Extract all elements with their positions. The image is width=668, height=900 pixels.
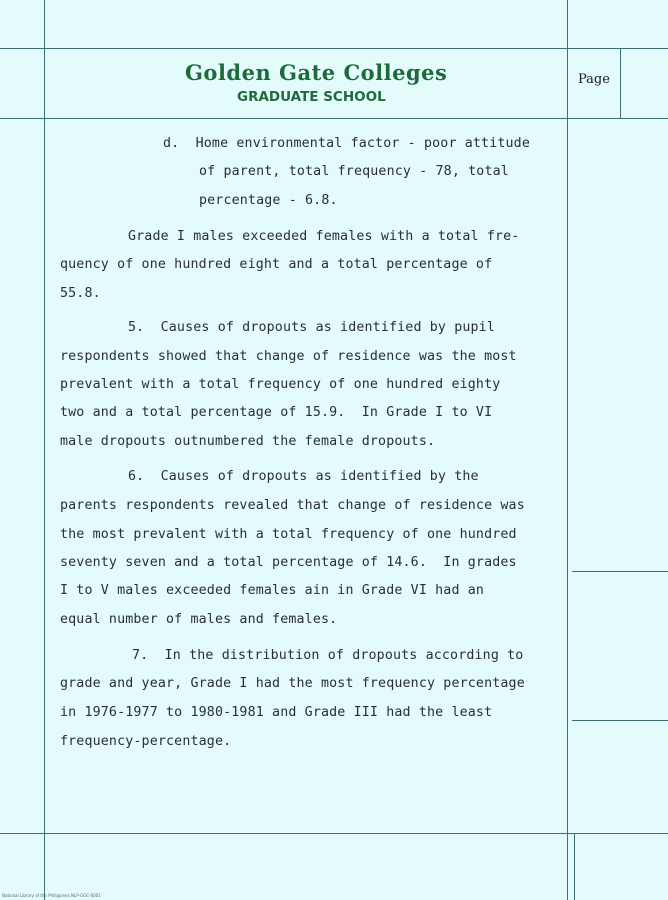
right-margin-rule <box>567 0 568 900</box>
text-line: grade and year, Grade I had the most frequency percentage <box>60 676 525 691</box>
text-line: the most prevalent with a total frequency of one hundred <box>60 527 517 542</box>
text-line: percentage - 6.8. <box>199 193 338 208</box>
text-line: Grade I males exceeded females with a total fre- <box>128 229 520 244</box>
left-margin-rule <box>44 0 45 900</box>
page-box-right-rule <box>620 48 621 118</box>
text-line: frequency-percentage. <box>60 734 232 749</box>
text-line: respondents showed that change of residence was the most <box>60 349 517 364</box>
text-line: quency of one hundred eight and a total percentage of <box>60 257 493 272</box>
text-line: male dropouts outnumbered the female dropouts. <box>60 434 436 449</box>
college-name: Golden Gate Colleges <box>185 60 448 85</box>
text-line: I to V males exceeded females ain in Grade VI had an <box>60 583 485 598</box>
page-label: Page <box>578 72 610 87</box>
text-line: 6. Causes of dropouts as identified by the <box>128 469 479 484</box>
school-name: GRADUATE SCHOOL <box>237 89 386 105</box>
right-edge-rule <box>574 833 575 900</box>
text-line: 7. In the distribution of dropouts according to <box>132 648 524 663</box>
text-line: in 1976-1977 to 1980-1981 and Grade III had the least <box>60 705 493 720</box>
text-line: equal number of males and females. <box>60 612 338 627</box>
right-margin-rule-2 <box>572 720 668 721</box>
text-line: prevalent with a total frequency of one hundred eighty <box>60 377 501 392</box>
text-line: 5. Causes of dropouts as identified by pupil <box>128 320 495 335</box>
text-line: of parent, total frequency - 78, total <box>199 164 509 179</box>
text-line: d. Home environmental factor - poor attitude <box>163 136 530 151</box>
text-line: parents respondents revealed that change of residence was <box>60 498 525 513</box>
text-line: seventy seven and a total percentage of 14.6. In grades <box>60 555 517 570</box>
right-margin-rule-1 <box>572 571 668 572</box>
text-line: 55.8. <box>60 286 101 301</box>
text-line: two and a total percentage of 15.9. In Grade I to VI <box>60 405 493 420</box>
scan-source-note: National Library of the Philippines NLP-GGC-0001 <box>2 893 101 898</box>
